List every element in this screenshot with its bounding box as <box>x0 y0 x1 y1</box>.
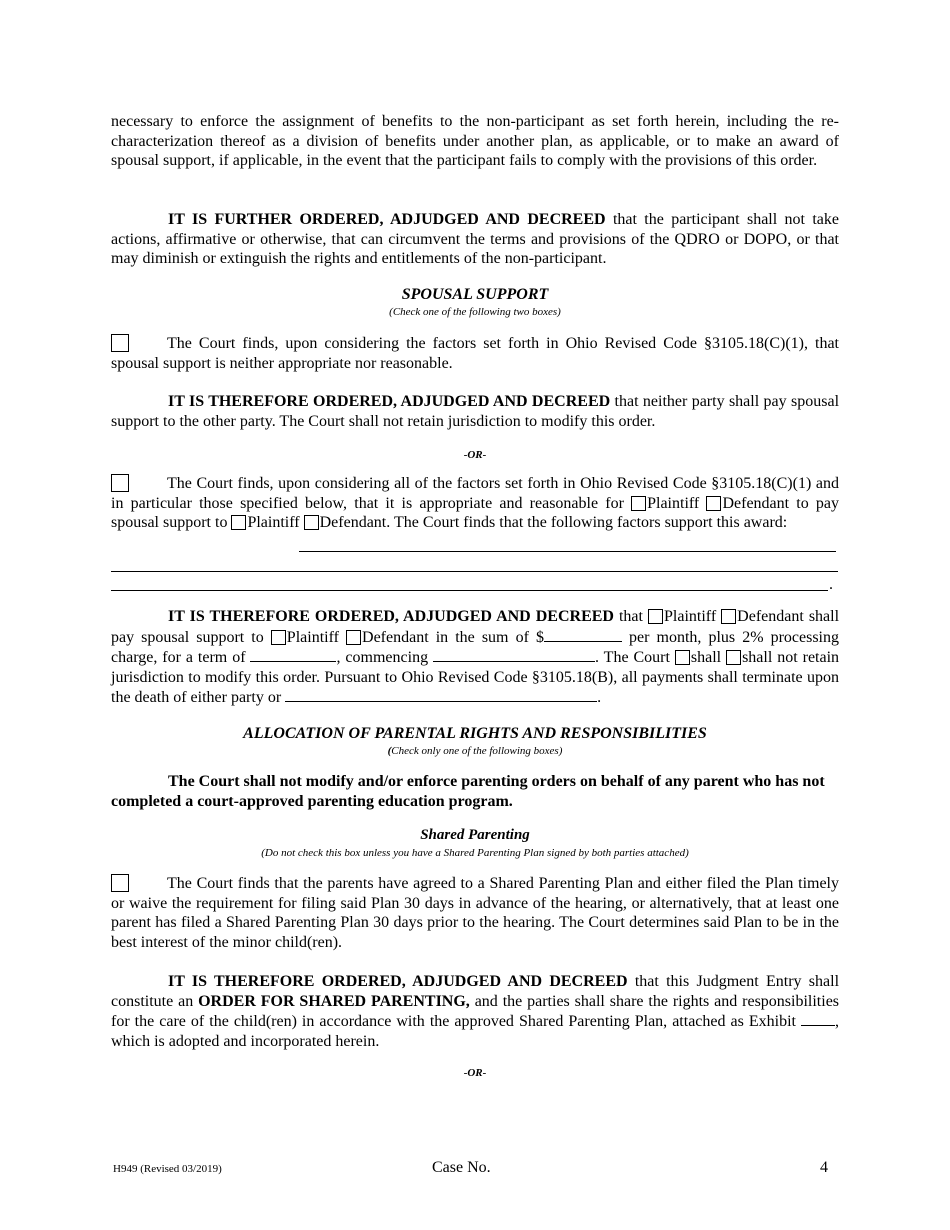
order-court: . The Court <box>595 649 670 666</box>
spousal-option-1-checkbox[interactable] <box>111 334 129 352</box>
enforce-text: necessary to enforce the assignment of benefits to the non-participant as set forth herein, including the re-characterization thereof as a division of benefits under another plan, as applicable, or to make an award of spousal support, if applicable, in the event that the participant fails to comply with the provisions of this order. <box>111 113 839 169</box>
factors-line-1[interactable] <box>299 551 836 552</box>
spousal-support-heading: SPOUSAL SUPPORT <box>401 286 549 303</box>
enforce-paragraph <box>111 112 839 171</box>
exhibit-blank[interactable] <box>801 1011 835 1026</box>
parental-instruction-paren: ( <box>387 744 392 757</box>
parenting-education-text: The Court shall not modify and/or enforce parenting orders on behalf of any parent who has not completed a court-approved parenting education program. <box>111 773 825 810</box>
payee-defendant-label: Defendant <box>319 514 387 531</box>
court-shall-checkbox[interactable] <box>675 650 690 665</box>
payee-plaintiff-checkbox[interactable] <box>231 515 246 530</box>
spousal-option-1-order-text: that neither party shall pay spousal support to the other party. The Court shall not retain jurisdiction to modify this order. <box>111 393 840 430</box>
therefore-ordered-phrase-3: IT IS THEREFORE ORDERED, ADJUDGED AND DECREED <box>168 973 628 990</box>
shared-parenting-instruction: (Do not check this box unless you have a Shared Parenting Plan signed by both parties attached) <box>261 846 689 859</box>
payer-defendant-checkbox[interactable] <box>706 496 721 511</box>
order-payee-defendant-checkbox[interactable] <box>346 630 361 645</box>
termination-event-blank[interactable] <box>285 687 597 702</box>
commencing-date-blank[interactable] <box>433 647 595 662</box>
shared-parenting-heading: Shared Parenting <box>420 827 530 843</box>
court-shall-not-checkbox[interactable] <box>726 650 741 665</box>
order-shall-pay: shall pay spousal support to <box>111 608 840 646</box>
payee-plaintiff-label: Plaintiff <box>247 514 300 531</box>
order-sum: in the sum of $ <box>435 628 544 646</box>
payer-defendant-label: Defendant <box>722 494 790 512</box>
shared-order-b: and the parties shall share the rights and responsibilities for the care of the child(ren) in accordance with the approved Shared Parenting Plan, attached as Exhibit <box>111 992 840 1030</box>
payee-defendant-checkbox[interactable] <box>304 515 319 530</box>
order-shall-label: shall <box>690 649 722 666</box>
amount-blank[interactable] <box>544 627 622 642</box>
parenting-education-notice <box>111 772 839 811</box>
order-payee-defendant-label: Defendant <box>362 628 429 646</box>
spousal-option-1-text: The Court finds, upon considering the factors set forth in Ohio Revised Code §3105.18(C)(1), that spousal support is neither appropriate nor reasonable. <box>111 335 839 372</box>
spousal-support-instruction: (Check one of the following two boxes) <box>389 305 561 318</box>
parental-instruction-text: Check only one of the following boxes) <box>391 744 563 757</box>
circumvent-text: that the participant shall not take actions, affirmative or otherwise, that can circumvent the terms and provisions of the QDRO or DOPO, or that may diminish or extinguish the rights and entitlements of the non-participant. <box>111 211 839 267</box>
shared-parenting-text: The Court finds that the parents have agreed to a Shared Parenting Plan and either filed the Plan timely or waive the requirement for filing said Plan 30 days in advance of the hearing, or alternatively, that at least one parent has filed a Shared Parenting Plan 30 days prior to the hearing. The Court determines said Plan to be in the best interest of the minor child(ren). <box>111 875 839 951</box>
factors-period: . <box>829 576 833 593</box>
further-ordered-phrase: IT IS FURTHER ORDERED, ADJUDGED AND DECREED <box>168 211 606 228</box>
spousal-option-2 <box>111 474 839 533</box>
spousal-option-2-text-c: . The Court finds that the following factors support this award: <box>386 514 788 531</box>
therefore-ordered-phrase-2: IT IS THEREFORE ORDERED, ADJUDGED AND DECREED <box>168 608 614 625</box>
term-blank[interactable] <box>250 647 336 662</box>
order-payer-plaintiff-label: Plaintiff <box>664 608 717 625</box>
spousal-option-2-text-b: to pay spousal support to <box>111 494 840 531</box>
order-period: . <box>597 689 602 706</box>
form-id: H949 (Revised 03/2019) <box>113 1163 222 1175</box>
therefore-ordered-phrase: IT IS THEREFORE ORDERED, ADJUDGED AND DECREED <box>168 393 611 410</box>
order-commencing: , commencing <box>336 649 429 666</box>
shared-parenting-option <box>111 874 839 952</box>
parental-rights-instruction <box>111 744 839 758</box>
shared-order-c: , which is adopted and incorporated herein. <box>111 1013 840 1050</box>
or-separator: -OR- <box>463 449 487 461</box>
order-not-retain: shall not retain jurisdiction to modify this order. Pursuant to Ohio Revised Code §3105.18(B), all payments shall terminate upon the death of either party or <box>111 649 840 706</box>
factors-line-2[interactable] <box>111 571 838 572</box>
order-payer-defendant-checkbox[interactable] <box>721 609 736 624</box>
shared-parenting-order <box>111 972 839 1051</box>
order-payee-plaintiff-label: Plaintiff <box>286 628 339 646</box>
order-payee-plaintiff-checkbox[interactable] <box>271 630 286 645</box>
order-payer-plaintiff-checkbox[interactable] <box>648 609 663 624</box>
parental-rights-section-header <box>111 724 839 758</box>
shared-order-a: that this Judgment Entry shall constitute an <box>111 973 840 1010</box>
shared-parenting-header <box>111 826 839 860</box>
or-separator-2: -OR- <box>463 1067 487 1079</box>
shared-parenting-checkbox[interactable] <box>111 874 129 892</box>
shared-order-bold: ORDER FOR SHARED PARENTING, <box>198 992 470 1010</box>
payer-plaintiff-checkbox[interactable] <box>631 496 646 511</box>
page-number: 4 <box>820 1159 828 1176</box>
spousal-support-section-header <box>111 285 839 319</box>
payer-plaintiff-label: Plaintiff <box>647 494 700 512</box>
order-that: that <box>618 608 643 625</box>
spousal-option-2-order <box>111 607 839 708</box>
spousal-option-1 <box>111 334 839 373</box>
case-number-label: Case No. <box>432 1159 491 1176</box>
order-per-month: per month, plus 2% processing charge, for a term of <box>111 628 840 666</box>
spousal-option-2-text-a: The Court finds, upon considering all of the factors set forth in Ohio Revised Code §3105.18(C)(1) and in particular those specified below, that it is appropriate and reasonable for <box>111 475 839 512</box>
spousal-option-2-checkbox[interactable] <box>111 474 129 492</box>
spousal-option-1-order <box>111 392 839 431</box>
factors-line-3[interactable] <box>111 590 828 591</box>
circumvent-paragraph <box>111 210 839 269</box>
order-payer-defendant-label: Defendant <box>737 608 804 625</box>
parental-rights-heading: ALLOCATION OF PARENTAL RIGHTS AND RESPONSIBILITIES <box>243 725 707 742</box>
